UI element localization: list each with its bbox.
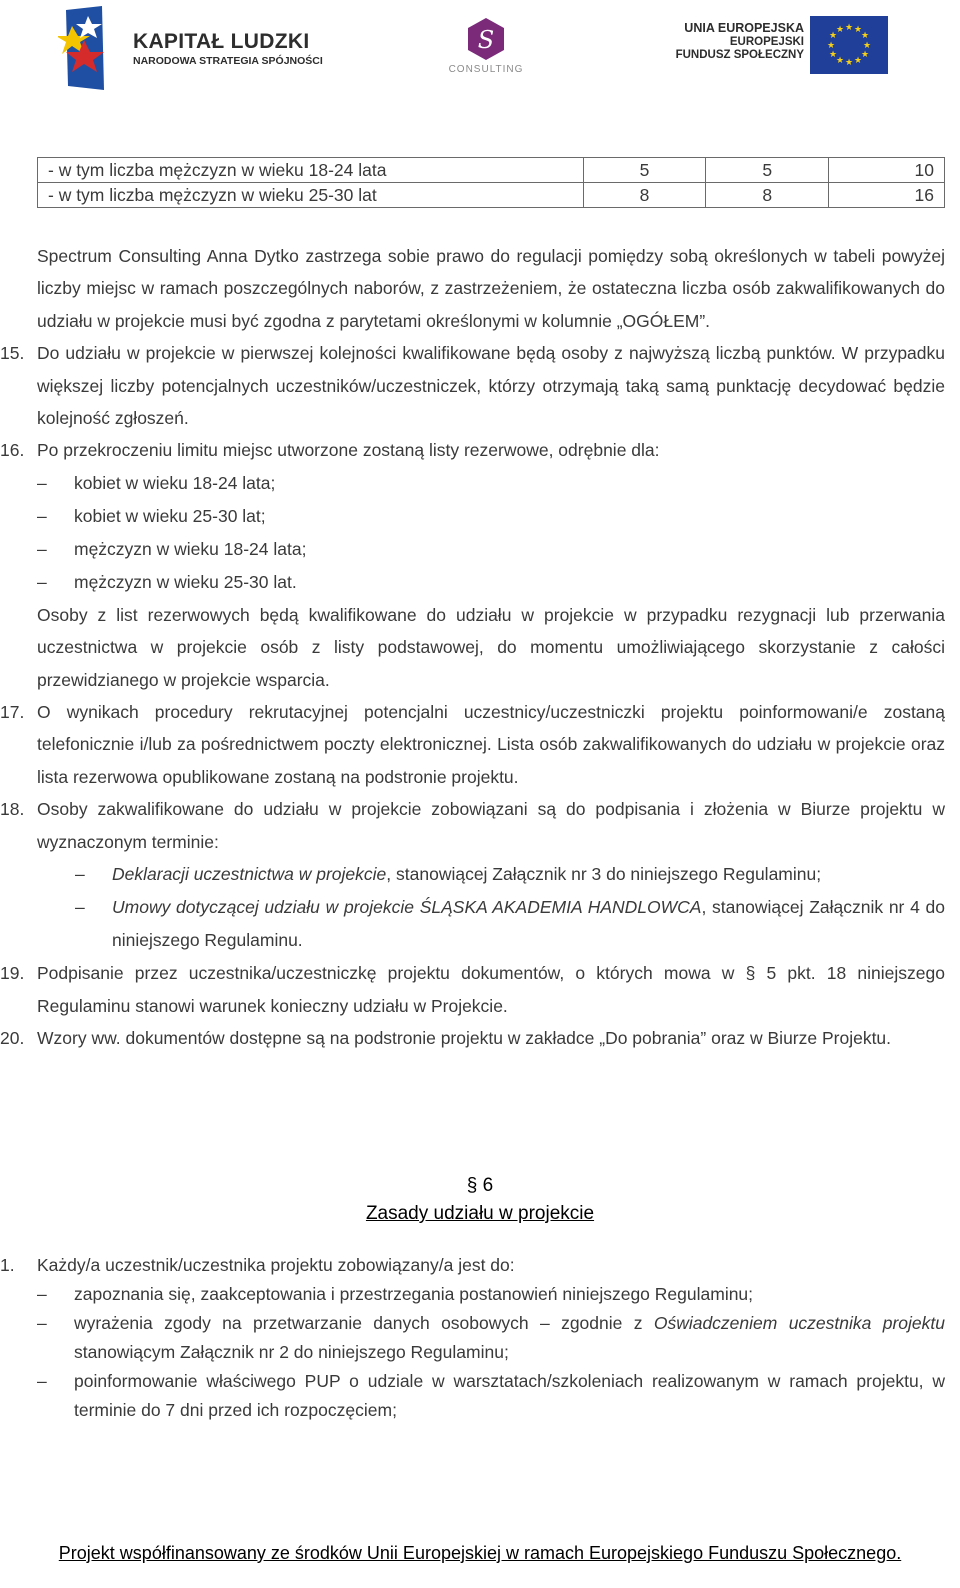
spectrum-consulting-name: CONSULTING bbox=[448, 64, 524, 75]
item-number: 16. bbox=[0, 440, 25, 461]
table-cell: 10 bbox=[829, 158, 945, 183]
item-number: 1. bbox=[0, 1255, 15, 1275]
eu-text-block bbox=[672, 22, 804, 63]
page-footer: Projekt współfinansowany ze środków Unii Europejskiej w ramach Europejskiego Funduszu Społecznego. bbox=[58, 1543, 902, 1563]
svg-text:★: ★ bbox=[860, 50, 870, 60]
list-item-text: mężczyzn w wieku 18-24 lata; bbox=[74, 538, 307, 559]
list-item-italic: Deklaracji uczestnictwa w projekcie bbox=[112, 864, 387, 885]
list-item-text: kobiet w wieku 25-30 lat; bbox=[74, 505, 266, 526]
table-row bbox=[38, 183, 945, 208]
item-text: Po przekroczeniu limitu miejsc utworzone zostaną listy rezerwowe, odrębnie dla: bbox=[37, 440, 660, 461]
list-item bbox=[37, 500, 945, 533]
item-text: Osoby zakwalifikowane do udziału w projekcie zobowiązani są do podpisania i złożenia w Biurze projektu w wyznaczonym terminie: bbox=[37, 799, 945, 852]
eu-flag-icon bbox=[810, 16, 888, 74]
item-number: 19. bbox=[0, 963, 25, 984]
participants-table bbox=[37, 157, 945, 208]
item-15 bbox=[0, 337, 945, 434]
item-1 bbox=[0, 1251, 945, 1280]
item-text: Wzory ww. dokumentów dostępne są na podstronie projektu w zakładce „Do pobrania” oraz w Biurze Projektu. bbox=[37, 1027, 892, 1048]
list-item bbox=[37, 533, 945, 566]
kapital-ludzki-emblem-icon bbox=[58, 4, 128, 92]
item-number: 15. bbox=[0, 343, 25, 364]
spectrum-hexagon-icon bbox=[446, 14, 526, 64]
dash-bullet: – bbox=[37, 571, 47, 592]
item-text: O wynikach procedury rekrutacyjnej potencjalni uczestnicy/uczestniczki projektu poinformowani/e zostaną telefonicznie i/lub za pośrednictwem poczty elektronicznej. Lista osób zakwalifikowanych do udziału w projekcie oraz lista rezerwowa opublikowane zostaną na podstronie projektu. bbox=[37, 702, 945, 787]
table-cell: 8 bbox=[706, 183, 829, 208]
eu-line-2: EUROPEJSKI bbox=[729, 35, 804, 48]
list-item bbox=[37, 467, 945, 500]
section-title: Zasady udziału w projekcie bbox=[365, 1203, 595, 1224]
spectrum-consulting-logo bbox=[446, 14, 526, 84]
table-cell: 16 bbox=[829, 183, 945, 208]
dash-bullet: – bbox=[37, 538, 47, 559]
svg-text:★: ★ bbox=[844, 58, 854, 68]
dash-bullet: – bbox=[37, 505, 47, 526]
svg-text:★: ★ bbox=[828, 31, 838, 41]
list-item bbox=[37, 566, 945, 599]
item-number: 17. bbox=[0, 702, 25, 723]
kapital-ludzki-title: KAPITAŁ LUDZKI bbox=[133, 30, 310, 53]
table-cell-label: - w tym liczba mężczyzn w wieku 18-24 lata bbox=[38, 158, 584, 183]
table-row bbox=[38, 158, 945, 183]
list-item-text: mężczyzn w wieku 25-30 lat. bbox=[74, 571, 297, 592]
section-number: § 6 bbox=[466, 1175, 494, 1196]
list-item bbox=[37, 891, 945, 957]
svg-text:★: ★ bbox=[860, 31, 870, 41]
table-cell: 5 bbox=[706, 158, 829, 183]
table-cell-label: - w tym liczba mężczyzn w wieku 25-30 lat bbox=[38, 183, 584, 208]
item-19 bbox=[0, 957, 945, 1022]
page-header bbox=[0, 0, 960, 100]
list-item bbox=[37, 858, 945, 891]
list-item-text: poinformowanie właściwego PUP o udziale w warsztatach/szkoleniach realizowanym w ramach projektu, w terminie do 7 dni przed ich rozpoczęciem; bbox=[74, 1371, 945, 1420]
item-16 bbox=[0, 434, 945, 466]
kapital-ludzki-subtitle: NARODOWA STRATEGIA SPÓJNOŚCI bbox=[133, 55, 323, 67]
svg-text:★: ★ bbox=[853, 56, 863, 66]
svg-text:S: S bbox=[477, 26, 495, 54]
list-item-text: , stanowiącej Załącznik nr 3 do niniejszego Regulaminu; bbox=[386, 864, 822, 885]
dash-bullet: – bbox=[37, 1313, 47, 1333]
reserve-list-paragraph: Osoby z list rezerwowych będą kwalifikowane do udziału w projekcie w przypadku rezygnacji lub przerwania uczestnictwa w projekcie osób z listy podstawowej, do momentu umożliwiającego skorzystanie z całości przewidzianego w projekcie wsparcia. bbox=[37, 604, 945, 690]
svg-text:★: ★ bbox=[853, 25, 863, 35]
intro-paragraph: Spectrum Consulting Anna Dytko zastrzega sobie prawo do regulacji pomiędzy sobą określonych w tabeli powyżej liczby miejsc w ramach poszczególnych naborów, z zastrzeżeniem, że ostateczna liczba osób zakwalifikowanych do udziału w projekcie musi być zgodna z parytetami określonymi w kolumnie „OGÓŁEM”. bbox=[37, 246, 945, 331]
list-item bbox=[37, 1367, 945, 1425]
dash-bullet: – bbox=[37, 1371, 47, 1391]
item-17 bbox=[0, 696, 945, 793]
list-item-text: zapoznania się, zaakceptowania i przestrzegania postanowień niniejszego Regulaminu; bbox=[74, 1284, 754, 1304]
dash-bullet: – bbox=[75, 864, 85, 885]
list-item-italic: Oświadczeniem uczestnika projektu bbox=[653, 1313, 945, 1333]
svg-text:★: ★ bbox=[826, 41, 836, 51]
svg-text:★: ★ bbox=[862, 41, 872, 51]
item-text: Podpisanie przez uczestnika/uczestniczkę projektu dokumentów, o których mowa w § 5 pkt. 18 niniejszego Regulaminu stanowi warunek konieczny udziału w Projekcie. bbox=[37, 963, 945, 1016]
document-body bbox=[0, 240, 945, 1054]
list-item-text: wyrażenia zgody na przetwarzanie danych osobowych – zgodnie z bbox=[74, 1313, 654, 1333]
list-item-italic: Umowy dotyczącej udziału w projekcie ŚLĄSKA AKADEMIA HANDLOWCA bbox=[112, 897, 702, 918]
svg-text:★: ★ bbox=[835, 25, 845, 35]
list-item-text: stanowiącym Załącznik nr 2 do niniejszego Regulaminu; bbox=[74, 1342, 509, 1362]
dash-bullet: – bbox=[75, 897, 85, 918]
svg-text:★: ★ bbox=[835, 56, 845, 66]
item-number: 20. bbox=[0, 1027, 25, 1048]
item-18 bbox=[0, 793, 945, 858]
dash-bullet: – bbox=[37, 472, 47, 493]
svg-text:★: ★ bbox=[828, 50, 838, 60]
dash-bullet: – bbox=[37, 1284, 47, 1304]
svg-text:★: ★ bbox=[844, 23, 854, 33]
kapital-ludzki-logo bbox=[58, 4, 338, 94]
eu-line-1: UNIA EUROPEJSKA bbox=[684, 21, 804, 35]
list-item bbox=[37, 1309, 945, 1367]
list-item-text: , stanowiącej Załącznik nr 4 do niniejszego Regulaminu. bbox=[112, 897, 945, 951]
section-heading bbox=[0, 1172, 960, 1228]
table-cell: 8 bbox=[583, 183, 706, 208]
eu-line-3: FUNDUSZ SPOŁECZNY bbox=[675, 49, 804, 61]
item-text: Każdy/a uczestnik/uczestnika projektu zobowiązany/a jest do: bbox=[37, 1255, 515, 1275]
list-item bbox=[37, 1280, 945, 1309]
section-6-body bbox=[0, 1251, 945, 1425]
item-20 bbox=[0, 1022, 945, 1054]
item-number: 18. bbox=[0, 799, 25, 820]
list-item-text: kobiet w wieku 18-24 lata; bbox=[74, 472, 276, 493]
table-cell: 5 bbox=[583, 158, 706, 183]
item-text: Do udziału w projekcie w pierwszej kolejności kwalifikowane będą osoby z najwyższą liczbą punktów. W przypadku większej liczby potencjalnych uczestników/uczestniczek, którzy otrzymają taką samą punktację decydować będzie kolejność zgłoszeń. bbox=[37, 343, 945, 429]
